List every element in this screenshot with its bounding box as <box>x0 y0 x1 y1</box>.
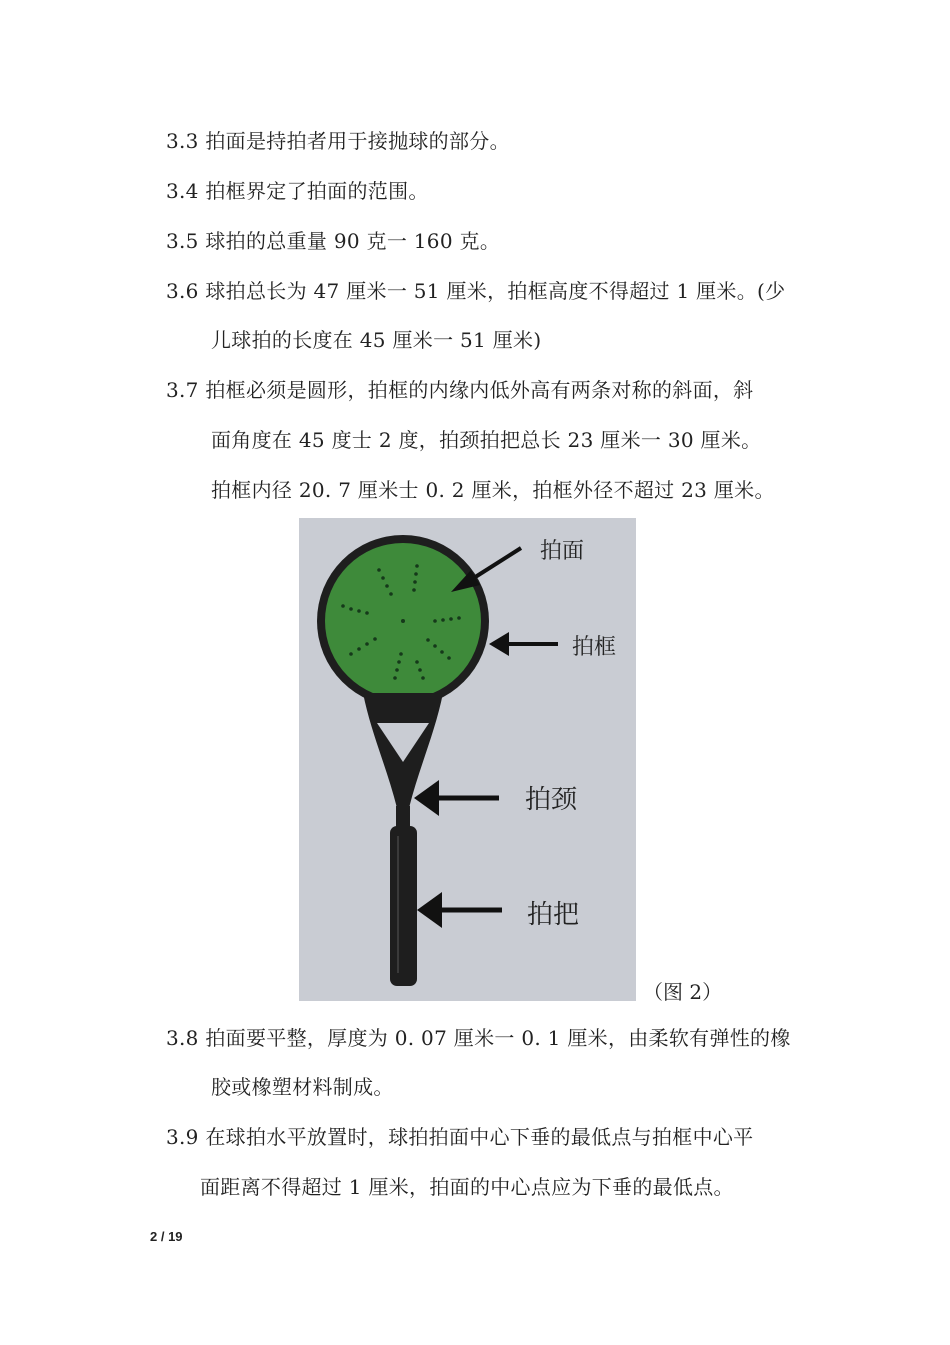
label-handle: 拍把 <box>527 900 580 930</box>
paragraph-3-9-cont: 面距离不得超过 1 厘米，拍面的中心点应为下垂的最低点。 <box>200 1175 734 1199</box>
paragraph-3-7: 3.7 拍框必须是圆形，拍框的内缘内低外高有两条对称的斜面，斜 <box>166 378 754 402</box>
paragraph-3-7-cont2: 拍框内径 20. 7 厘米士 0. 2 厘米，拍框外径不超过 23 厘米。 <box>211 478 775 502</box>
racket-diagram <box>299 518 636 1001</box>
figure-caption: （图 2） <box>643 980 723 1004</box>
page-number: 2 / 19 <box>150 1229 183 1244</box>
arrow-frame <box>489 632 558 656</box>
paragraph-3-6-cont: 儿球拍的长度在 45 厘米一 51 厘米) <box>211 328 542 352</box>
paragraph-3-3: 3.3 拍面是持拍者用于接抛球的部分。 <box>166 129 510 153</box>
racket-handle <box>390 826 417 986</box>
label-frame: 拍框 <box>572 635 617 660</box>
arrow-handle <box>417 892 502 928</box>
paragraph-3-9: 3.9 在球拍水平放置时，球拍拍面中心下垂的最低点与拍框中心平 <box>166 1125 754 1149</box>
arrow-neck <box>414 780 499 816</box>
paragraph-3-7-cont: 面角度在 45 度士 2 度，拍颈拍把总长 23 厘米一 30 厘米。 <box>211 428 762 452</box>
paragraph-3-8-cont: 胶或橡塑材料制成。 <box>211 1075 394 1099</box>
paragraph-3-8: 3.8 拍面要平整，厚度为 0. 07 厘米一 0. 1 厘米，由柔软有弹性的橡 <box>166 1026 791 1050</box>
paragraph-3-6: 3.6 球拍总长为 47 厘米一 51 厘米，拍框高度不得超过 1 厘米。(少 <box>166 279 786 303</box>
paragraph-3-5: 3.5 球拍的总重量 90 克一 160 克。 <box>166 229 501 253</box>
label-neck: 拍颈 <box>525 785 578 815</box>
label-face: 拍面 <box>540 539 585 564</box>
racket-figure <box>299 518 636 1001</box>
paragraph-3-4: 3.4 拍框界定了拍面的范围。 <box>166 179 429 203</box>
